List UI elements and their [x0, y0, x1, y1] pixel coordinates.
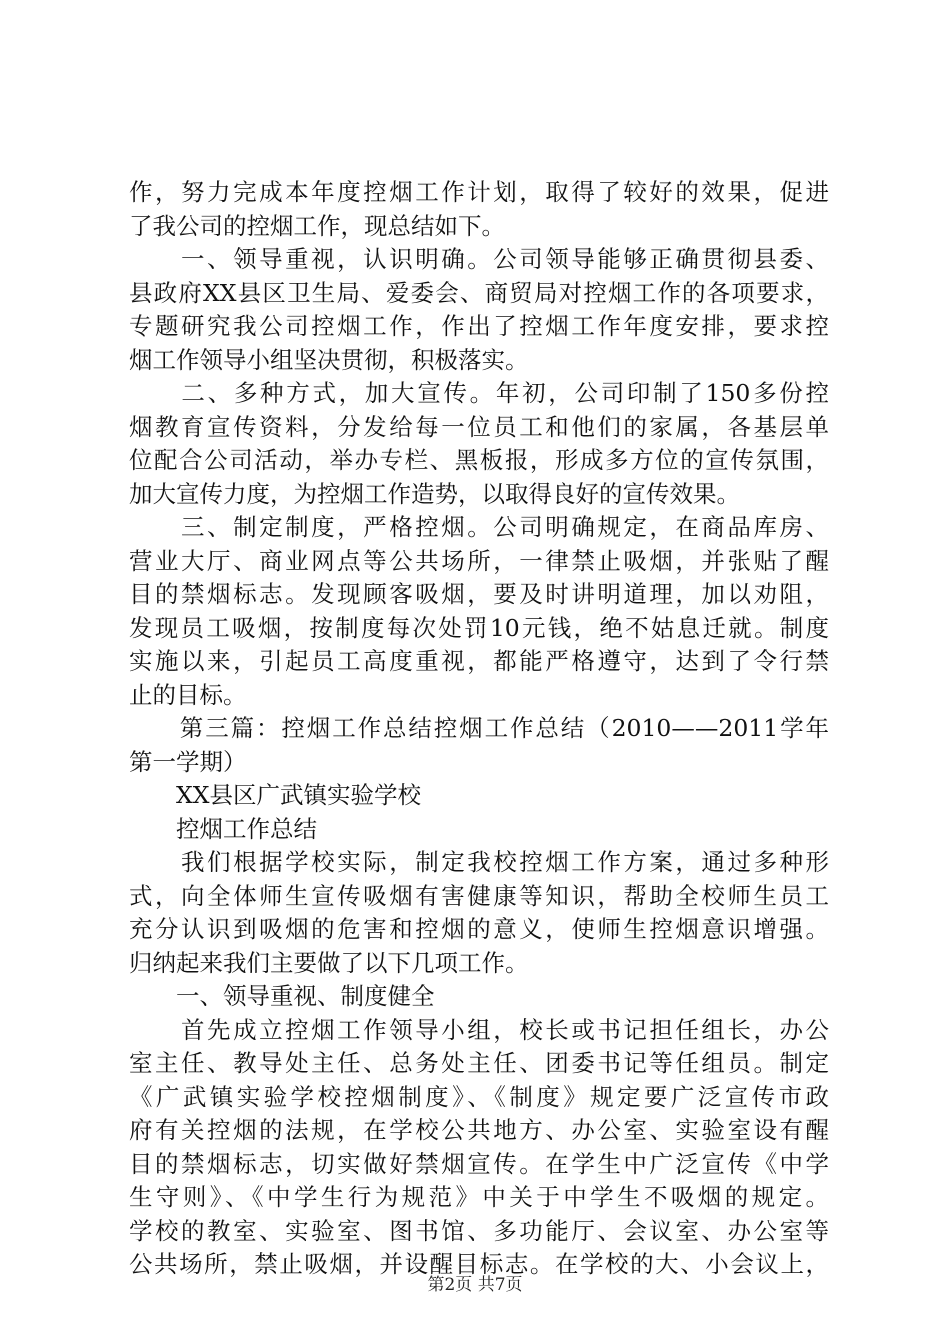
- text-line: 专题研究我公司控烟工作，作出了控烟工作年度安排，要求控: [129, 312, 829, 340]
- text-line: 第三篇：控烟工作总结控烟工作总结（2010——2011学年: [129, 714, 829, 742]
- text-line: 公共场所，禁止吸烟，并设醒目标志。在学校的大、小会议上，: [129, 1250, 829, 1278]
- text-line: 第一学期）: [129, 747, 247, 776]
- document-body: [129, 176, 829, 1282]
- text-line: 目的禁烟标志。发现顾客吸烟，要及时讲明道理，加以劝阻，: [129, 580, 829, 608]
- text-line: 二、多种方式，加大宣传。年初，公司印制了150多份控: [129, 379, 829, 407]
- text-line: 生守则》、《中学生行为规范》中关于中学生不吸烟的规定。: [129, 1183, 829, 1211]
- text-line: 了我公司的控烟工作，现总结如下。: [129, 211, 505, 240]
- text-line: 烟教育宣传资料，分发给每一位员工和他们的家属，各基层单: [129, 412, 829, 441]
- text-line: 位配合公司活动，举办专栏、黑板报，形成多方位的宣传氛围，: [129, 446, 829, 474]
- text-line: 充分认识到吸烟的危害和控烟的意义，使师生控烟意识增强。: [129, 915, 829, 943]
- text-line: 作，努力完成本年度控烟工作计划，取得了较好的效果，促进: [129, 178, 829, 206]
- text-line: 首先成立控烟工作领导小组，校长或书记担任组长，办公: [129, 1015, 829, 1044]
- text-line: 营业大厅、商业网点等公共场所，一律禁止吸烟，并张贴了醒: [129, 546, 829, 575]
- text-line: 县政府XX县区卫生局、爱委会、商贸局对控烟工作的各项要求，: [129, 278, 829, 307]
- text-line: 一、领导重视、制度健全: [129, 982, 435, 1010]
- text-line: 《广武镇实验学校控烟制度》、《制度》规定要广泛宣传市政: [129, 1082, 829, 1111]
- text-line: XX县区广武镇实验学校: [129, 781, 421, 809]
- text-line: 加大宣传力度，为控烟工作造势，以取得良好的宣传效果。: [129, 479, 740, 508]
- text-line: 学校的教室、实验室、图书馆、多功能厅、会议室、办公室等: [129, 1216, 829, 1245]
- text-line: 止的目标。: [129, 680, 247, 709]
- text-line: 我们根据学校实际，制定我校控烟工作方案，通过多种形: [129, 848, 829, 876]
- text-line: 式，向全体师生宣传吸烟有害健康等知识，帮助全校师生员工: [129, 881, 829, 910]
- text-line: 三、制定制度，严格控烟。公司明确规定，在商品库房、: [129, 513, 829, 541]
- text-line: 实施以来，引起员工高度重视，都能严格遵守，达到了令行禁: [129, 647, 829, 675]
- text-line: 一、领导重视，认识明确。公司领导能够正确贯彻县委、: [129, 245, 829, 273]
- text-line: 发现员工吸烟，按制度每次处罚10元钱，绝不姑息迁就。制度: [129, 613, 829, 642]
- page-number-footer: 第2页 共7页: [427, 1275, 523, 1295]
- text-line: 归纳起来我们主要做了以下几项工作。: [129, 948, 529, 977]
- text-line: 目的禁烟标志，切实做好禁烟宣传。在学生中广泛宣传《中学: [129, 1149, 829, 1178]
- text-line: 烟工作领导小组坚决贯彻，积极落实。: [129, 345, 529, 374]
- text-line: 府有关控烟的法规，在学校公共地方、办公室、实验室设有醒: [129, 1116, 829, 1144]
- text-line: 控烟工作总结: [129, 814, 317, 843]
- text-line: 室主任、教导处主任、总务处主任、团委书记等任组员。制定: [129, 1049, 829, 1077]
